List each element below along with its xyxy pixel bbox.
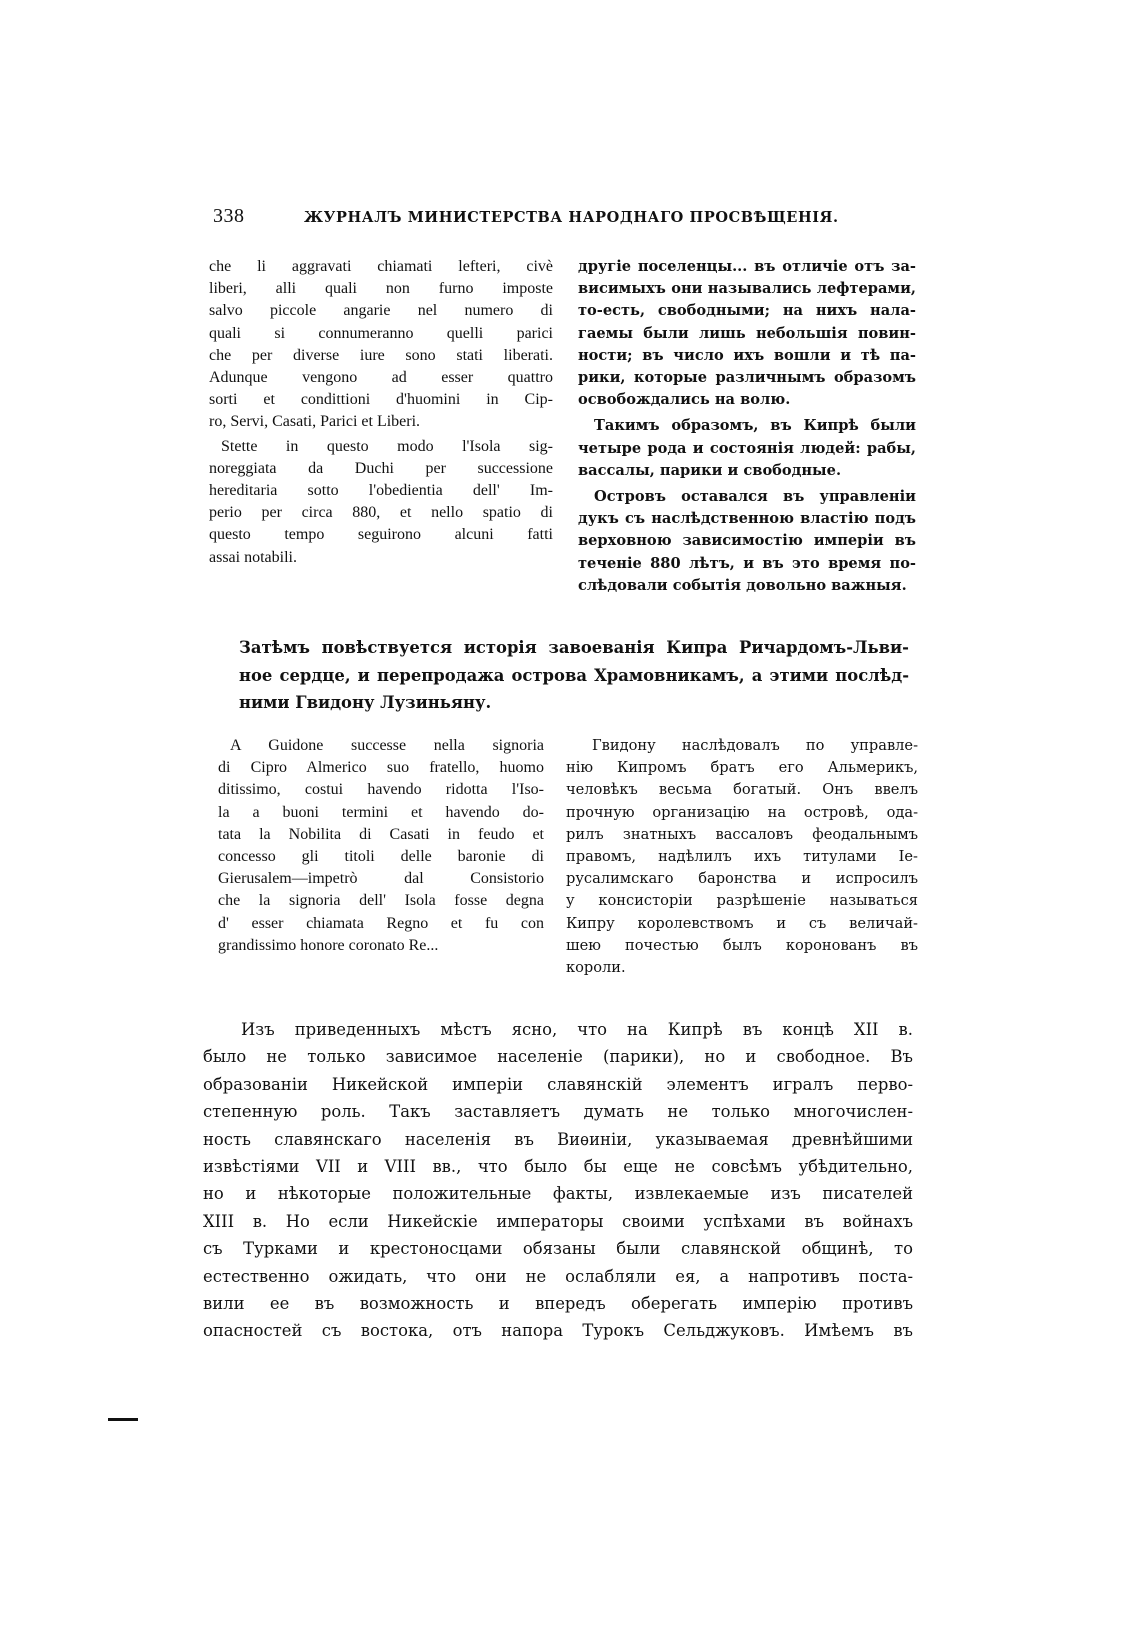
block2-italian-column bbox=[218, 735, 544, 957]
text-line: ное сердце, и перепродажа острова Храмовникамъ, а этими послѣд- bbox=[239, 665, 909, 685]
block1-russian-column bbox=[578, 256, 916, 597]
text-line: прочную организацію на островѣ, ода- bbox=[566, 803, 918, 821]
running-header: ЖУРНАЛЪ МИНИСТЕРСТВА НАРОДНАГО ПРОСВѢЩЕНІЯ. bbox=[304, 209, 839, 226]
margin-dash bbox=[108, 1418, 138, 1421]
text-line: Gierusalem—impetrò dal Consistorio bbox=[218, 870, 544, 888]
text-line: ними Гвидону Лузиньяну. bbox=[239, 693, 492, 713]
text-line: ность славянскаго населенія въ Виѳиніи, указываемая древнѣйшими bbox=[203, 1129, 913, 1149]
text-line: теченіе 880 лѣтъ, и въ это время по- bbox=[578, 554, 916, 572]
text-line: hereditaria sotto l'obedientia dell' Im- bbox=[209, 482, 553, 500]
paragraph bbox=[566, 735, 918, 979]
text-line: шею почестью былъ коронованъ въ bbox=[566, 936, 918, 954]
paragraph bbox=[578, 256, 916, 411]
text-line: вассалы, парики и свободные. bbox=[578, 461, 842, 479]
text-line: висимыхъ они назывались лефтерами, bbox=[578, 280, 916, 298]
text-line: нію Кипромъ братъ его Альмерикъ, bbox=[566, 759, 918, 777]
text-line: quali si connumeranno quelli parici bbox=[209, 324, 553, 342]
text-line: ro, Servi, Casati, Parici et Liberi. bbox=[209, 413, 421, 431]
text-line: che per diverse iure sono stati liberati. bbox=[209, 346, 553, 364]
text-line: Островъ оставался въ управленіи bbox=[594, 488, 916, 506]
text-line: естественно ожидать, что они не ослабляли ея, а напротивъ поста- bbox=[203, 1266, 913, 1286]
text-line: рилъ знатныхъ вассаловъ феодальнымъ bbox=[566, 825, 918, 843]
text-line: то-есть, свободными; на нихъ нала- bbox=[578, 302, 916, 320]
text-line: Гвидону наслѣдовалъ по управле- bbox=[592, 737, 918, 754]
block1-italian-column bbox=[209, 256, 553, 569]
block2-russian-column bbox=[566, 735, 918, 979]
text-line: ности; въ число ихъ вошли и тѣ па- bbox=[578, 346, 916, 364]
text-line: было не только зависимое населеніе (парики), но и свободное. Въ bbox=[203, 1047, 913, 1067]
text-line: дукъ съ наслѣдственною властію подъ bbox=[578, 510, 916, 528]
text-line: четыре рода и состоянія людей: рабы, bbox=[578, 439, 916, 457]
text-line: la a buoni termini et havendo do- bbox=[218, 803, 544, 821]
text-line: Затѣмъ повѣствуется исторія завоеванія Кипра Ричардомъ-Льви- bbox=[239, 638, 909, 657]
text-line: короли. bbox=[566, 959, 626, 977]
text-line: che li aggravati chiamati lefteri, civè bbox=[209, 258, 553, 275]
text-line: рики, которые различнымъ образомъ bbox=[578, 369, 916, 387]
text-line: слѣдовали событія довольно важныя. bbox=[578, 576, 907, 594]
text-line: правомъ, надѣлилъ ихъ титулами Іе- bbox=[566, 848, 918, 866]
paragraph bbox=[209, 256, 553, 434]
text-line: гаемы были лишь небольшія повин- bbox=[578, 324, 916, 342]
text-line: di Cipro Almerico suo fratello, huomo bbox=[218, 759, 544, 777]
text-line: опасностей съ востока, отъ напора Турокъ Сельджуковъ. Имѣемъ въ bbox=[203, 1321, 913, 1341]
text-line: liberi, alli quali non furno imposte bbox=[209, 280, 553, 298]
text-line: извѣстіями VII и VIII вв., что было бы еще не совсѣмъ убѣдительно, bbox=[203, 1157, 913, 1177]
text-line: Кипру королевствомъ и съ величай- bbox=[566, 914, 918, 932]
text-line: perio per circa 880, et nello spatio di bbox=[209, 504, 553, 522]
text-line: Stette in questo modo l'Isola sig- bbox=[221, 437, 553, 455]
text-line: Такимъ образомъ, въ Кипрѣ были bbox=[594, 417, 916, 435]
text-line: верховною зависимостію имперіи въ bbox=[578, 532, 916, 550]
text-line: русалимскаго баронства и испросилъ bbox=[566, 870, 918, 888]
text-line: человѣкъ весьма богатый. Онъ ввелъ bbox=[566, 781, 918, 799]
text-line: но и нѣкоторые положительные факты, извлекаемые изъ писателей bbox=[203, 1184, 913, 1204]
body-paragraph bbox=[203, 1016, 913, 1345]
text-line: sorti et condittioni d'huomini in Cip- bbox=[209, 391, 553, 409]
text-line: che la signoria dell' Isola fosse degna bbox=[218, 892, 544, 910]
text-line: A Guidone successe nella signoria bbox=[230, 737, 544, 754]
text-line: у консисторіи разрѣшеніе называться bbox=[566, 892, 918, 910]
text-line: вили ее въ возможность и впередъ оберегать имперію противъ bbox=[203, 1294, 913, 1314]
text-line: assai notabili. bbox=[209, 548, 297, 566]
text-line: съ Турками и крестоносцами обязаны были славянской общинѣ, то bbox=[203, 1239, 913, 1259]
text-line: d' esser chiamata Regno et fu con bbox=[218, 914, 544, 932]
text-line: grandissimo honore coronato Re... bbox=[218, 936, 439, 954]
text-line: образованіи Никейской имперіи славянскій элементъ игралъ перво- bbox=[203, 1074, 913, 1094]
paragraph bbox=[578, 486, 916, 597]
text-line: salvo piccole angarie nel numero di bbox=[209, 302, 553, 320]
summary-paragraph bbox=[239, 634, 909, 717]
text-line: степенную роль. Такъ заставляетъ думать не только многочислен- bbox=[203, 1102, 913, 1122]
text-line: ditissimo, costui havendo ridotta l'Iso- bbox=[218, 781, 544, 799]
text-line: concesso gli titoli delle baronie di bbox=[218, 848, 544, 866]
text-line: noreggiata da Duchi per successione bbox=[209, 459, 553, 477]
text-line: другіе поселенцы... въ отличіе отъ за- bbox=[578, 258, 916, 275]
text-line: Adunque vengono ad esser quattro bbox=[209, 369, 553, 387]
text-line: XIII в. Но если Никейскіе императоры своими успѣхами въ войнахъ bbox=[203, 1211, 913, 1231]
paragraph bbox=[209, 436, 553, 569]
paragraph bbox=[218, 735, 544, 957]
text-line: questo tempo seguirono alcuni fatti bbox=[209, 526, 553, 544]
page-number: 338 bbox=[213, 205, 245, 227]
text-line: Изъ приведенныхъ мѣстъ ясно, что на Кипрѣ въ концѣ XII в. bbox=[241, 1020, 913, 1039]
text-line: освобождались на волю. bbox=[578, 391, 791, 409]
paragraph bbox=[578, 415, 916, 482]
text-line: tata la Nobilita di Casati in feudo et bbox=[218, 825, 544, 843]
